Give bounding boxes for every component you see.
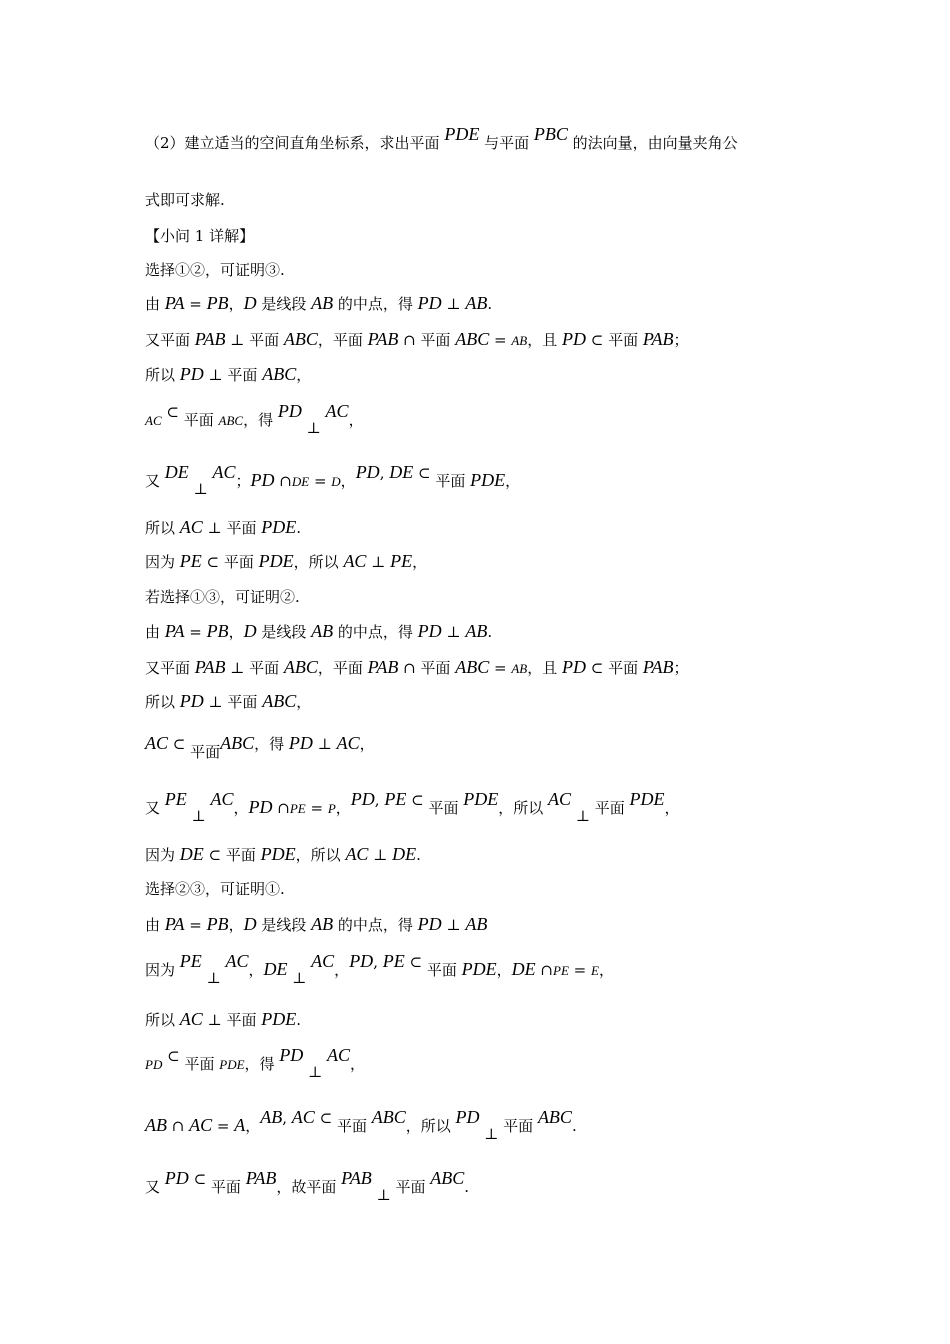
text-line-22: 所以 AC ⊥ 平面 PDE. (145, 1009, 301, 1029)
text-line-2: 式即可求解. (145, 191, 225, 209)
text-line-10: 所以 AC ⊥ 平面 PDE. (145, 517, 301, 537)
text-line-20: 由 PA = PB，D 是线段 AB 的中点，得 PD ⊥ AB (145, 914, 488, 934)
text-line-6: 又平面 PAB ⊥ 平面 ABC，平面 PAB ∩ 平面 ABC = AB，且 PD ⊂ 平面 PAB； (145, 329, 689, 349)
text-line-17: 又 PE ⊥ AC，PD ∩PE = P，PD, PE ⊂ 平面 PDE，所以 AC ⊥ 平面 PDE， (145, 789, 680, 825)
text-line-3: 【小问 1 详解】 (145, 227, 255, 245)
text-line-8: AC ⊂ 平面 ABC，得 PD ⊥ AC， (145, 401, 364, 437)
text-line-9: 又 DE ⊥ AC；PD ∩DE = D，PD, DE ⊂ 平面 PDE， (145, 462, 521, 498)
text-line-23: PD ⊂ 平面 PDE，得 PD ⊥ AC， (145, 1045, 366, 1081)
text-line-4: 选择①②，可证明③. (145, 261, 285, 279)
text-line-25: 又 PD ⊂ 平面 PAB，故平面 PAB ⊥ 平面 ABC. (145, 1168, 470, 1204)
text-line-1: （2）建立适当的空间直角坐标系，求出平面 PDE 与平面 PBC 的法向量，由向量夹角公 (145, 124, 738, 152)
text-line-24: AB ∩ AC = A，AB, AC ⊂ 平面 ABC，所以 PD ⊥ 平面 ABC. (145, 1107, 577, 1143)
text-line-16: AC ⊂ 平面ABC，得 PD ⊥ AC， (145, 733, 375, 761)
text-line-5: 由 PA = PB，D 是线段 AB 的中点，得 PD ⊥ AB. (145, 293, 493, 313)
text-line-7: 所以 PD ⊥ 平面 ABC， (145, 364, 312, 384)
text-line-19: 选择②③，可证明①. (145, 880, 285, 898)
text-line-13: 由 PA = PB，D 是线段 AB 的中点，得 PD ⊥ AB. (145, 621, 493, 641)
text-line-21: 因为 PE ⊥ AC，DE ⊥ AC，PD, PE ⊂ 平面 PDE，DE ∩PE = E， (145, 951, 614, 987)
text-line-12: 若选择①③，可证明②. (145, 588, 300, 606)
text-line-11: 因为 PE ⊂ 平面 PDE，所以 AC ⊥ PE， (145, 551, 428, 571)
text-line-18: 因为 DE ⊂ 平面 PDE，所以 AC ⊥ DE. (145, 844, 421, 864)
text-line-14: 又平面 PAB ⊥ 平面 ABC，平面 PAB ∩ 平面 ABC = AB，且 PD ⊂ 平面 PAB； (145, 657, 689, 677)
text-line-15: 所以 PD ⊥ 平面 ABC， (145, 691, 312, 711)
